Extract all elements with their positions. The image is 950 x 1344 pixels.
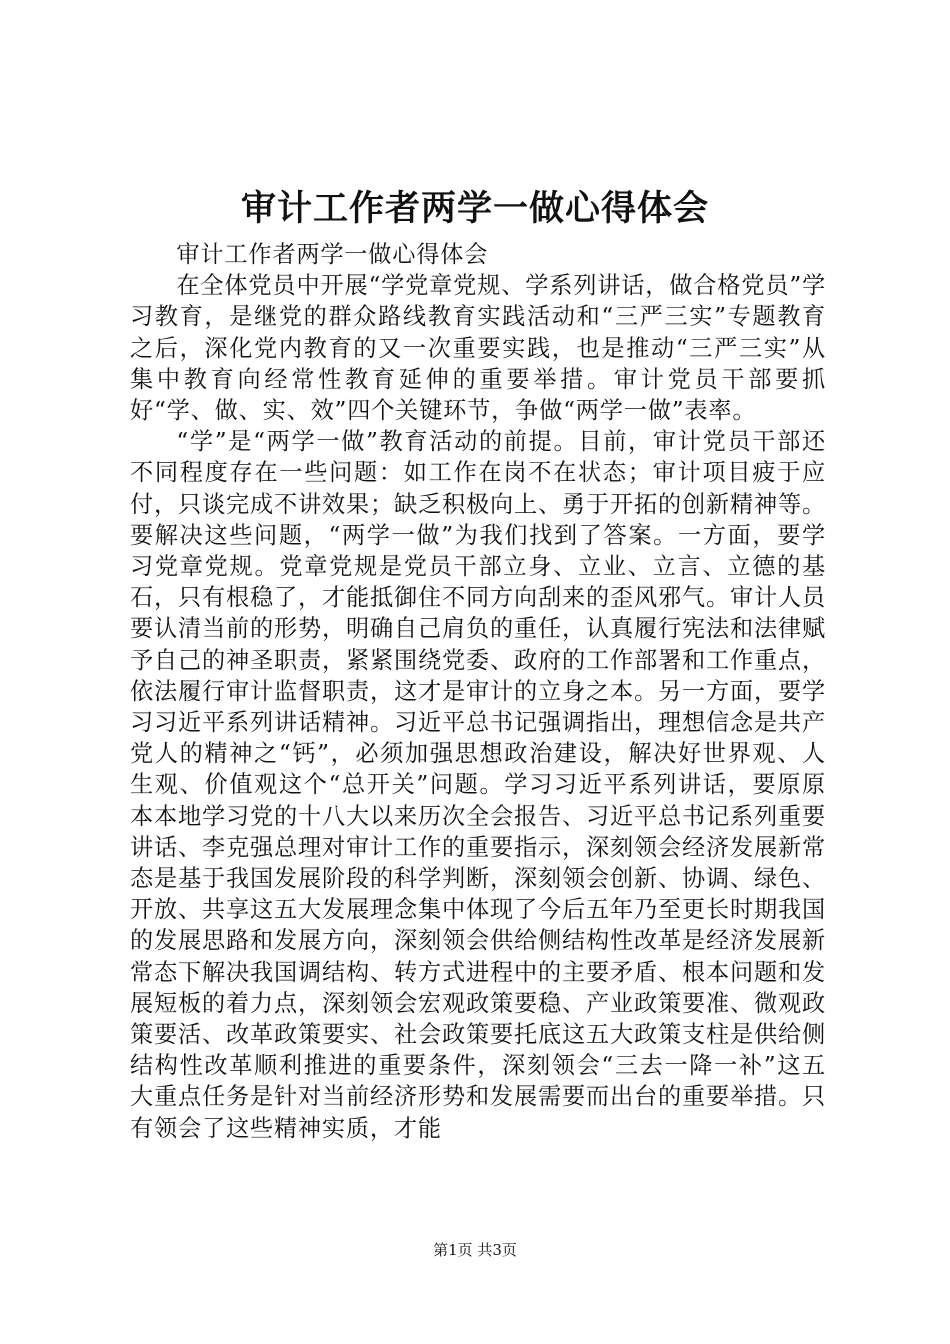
paragraph-subtitle: 审计工作者两学一做心得体会 [176,241,489,268]
paragraph-intro: 在全体党员中开展“学党章党规、学系列讲话，做合格党员”学习教育，是继党的群众路线教育实践活动和“三严三实”专题教育之后，深化党内教育的又一次重要实践，也是推动“三严三实”从集中教育向经常性教育延伸的重要举措。审计党员干部要抓好“学、做、实、效”四个关键环节，争做“两学一做”表率。 [130,272,826,425]
document-body [130,239,826,1144]
page-title: 审计工作者两学一做心得体会 [240,188,709,229]
paragraph-study: “学”是“两学一做”教育活动的前提。目前，审计党员干部还不同程度存在一些问题：如工作在岗不在状态；审计项目疲于应付，只谈完成不讲效果；缺乏积极向上、勇于开拓的创新精神等。要解决这些问题，“两学一做”为我们找到了答案。一方面，要学习党章党规。党章党规是党员干部立身、立业、立言、立德的基石，只有根稳了，才能抵御住不同方向刮来的歪风邪气。审计人员要认清当前的形势，明确自己肩负的重任，认真履行宪法和法律赋予自己的神圣职责，紧紧围绕党委、政府的工作部署和工作重点，依法履行审计监督职责，这才是审计的立身之本。另一方面，要学习习近平系列讲话精神。习近平总书记强调指出，理想信念是共产党人的精神之“钙”，必须加强思想政治建设，解决好世界观、人生观、价值观这个“总开关”问题。学习习近平系列讲话，要原原本本地学习党的十八大以来历次全会报告、习近平总书记系列重要讲话、李克强总理对审计工作的重要指示，深刻领会经济发展新常态是基于我国发展阶段的科学判断，深刻领会创新、协调、绿色、开放、共享这五大发展理念集中体现了今后五年乃至更长时期我国的发展思路和发展方向，深刻领会供给侧结构性改革是经济发展新常态下解决我国调结构、转方式进程中的主要矛盾、根本问题和发展短板的着力点，深刻领会宏观政策要稳、产业政策要准、微观政策要活、改革政策要实、社会政策要托底这五大政策支柱是供给侧结构性改革顺利推进的重要条件，深刻领会“三去一降一补”这五大重点任务是针对当前经济形势和发展需要而出台的重要举措。只有领会了这些精神实质，才能 [130,428,826,1142]
page-number: 第1页 共3页 [433,1241,517,1259]
